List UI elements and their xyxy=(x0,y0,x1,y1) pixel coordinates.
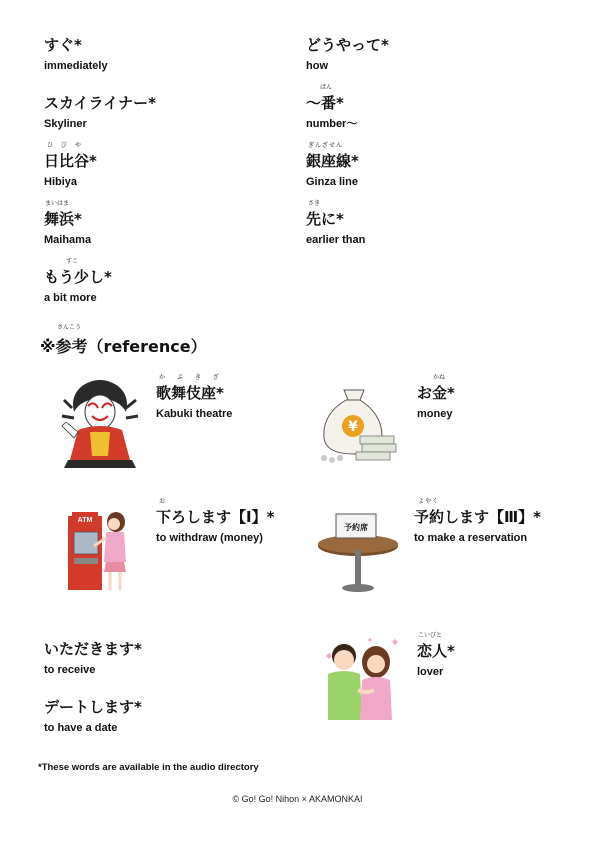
reference-item xyxy=(417,374,455,421)
reference-title: ※参考（reference） xyxy=(40,337,207,356)
vocab-reading: ぎんざせん xyxy=(308,142,344,149)
vocab-jp: もう少し* xyxy=(44,268,112,286)
vocab-item xyxy=(306,200,365,247)
vocab-en: Ginza line xyxy=(306,176,358,188)
vocab-item xyxy=(306,142,359,189)
vocab-en: number〜 xyxy=(306,118,358,130)
reference-reading: かね xyxy=(433,374,446,381)
vocab-item xyxy=(44,94,156,131)
reference-en: to receive xyxy=(44,664,96,676)
reference-en: Kabuki theatre xyxy=(156,408,233,420)
reference-en: to make a reservation xyxy=(414,532,528,544)
vocab-item xyxy=(44,200,91,247)
reserved-sign-icon xyxy=(314,510,402,594)
vocab-en: how xyxy=(306,60,328,72)
reference-jp: デートします* xyxy=(44,698,142,716)
vocab-item xyxy=(44,142,97,189)
vocab-reading: ひ び や xyxy=(47,142,84,149)
reference-jp: お金* xyxy=(417,384,455,402)
reference-item xyxy=(156,498,274,545)
vocab-reading: まいはま xyxy=(45,200,70,207)
vocab-reading: ばん xyxy=(320,84,333,91)
vocab-item xyxy=(44,258,112,305)
reference-jp: いただきます* xyxy=(44,640,142,658)
reference-jp: 恋人* xyxy=(417,642,455,660)
reference-en: to have a date xyxy=(44,722,118,734)
vocab-reading: さき xyxy=(308,200,321,207)
vocab-jp: スカイライナー* xyxy=(44,94,156,112)
vocab-en: Hibiya xyxy=(44,176,78,188)
vocab-en: Skyliner xyxy=(44,118,87,130)
reference-reading: か ぶ き ざ xyxy=(159,374,224,381)
reference-en: to withdraw (money) xyxy=(156,532,263,544)
vocab-reading: すこ xyxy=(66,258,79,265)
kabuki-actor-icon xyxy=(60,378,140,472)
vocab-jp: 〜番* xyxy=(306,94,344,112)
vocab-en: earlier than xyxy=(306,234,366,246)
vocab-jp: 日比谷* xyxy=(44,152,97,170)
reference-en: lover xyxy=(417,666,444,678)
svg-text:¥: ¥ xyxy=(348,419,358,435)
vocab-jp: 先に* xyxy=(306,210,344,228)
vocab-en: a bit more xyxy=(44,292,97,304)
vocab-item xyxy=(44,36,108,73)
vocab-item xyxy=(306,36,389,73)
couple-icon xyxy=(320,634,402,720)
reference-en: money xyxy=(417,408,453,420)
reference-item xyxy=(156,374,232,421)
reference-jp: 予約します【Ⅲ】* xyxy=(414,508,542,526)
copyright: © Go! Go! Nihon × AKAMONKAI xyxy=(232,794,363,804)
money-bag-icon xyxy=(316,384,400,466)
reference-reading: よやく xyxy=(418,498,440,505)
reference-item xyxy=(44,640,142,677)
reference-item xyxy=(414,498,541,545)
reference-jp: 歌舞伎座* xyxy=(156,384,224,402)
vocab-en: Maihama xyxy=(44,234,92,246)
atm-label: ATM xyxy=(77,517,93,524)
vocab-jp: 舞浜* xyxy=(44,210,82,228)
atm-icon xyxy=(66,508,134,594)
vocab-en: immediately xyxy=(44,60,108,72)
reference-reading: お xyxy=(159,498,166,505)
footnote: *These words are available in the audio directory xyxy=(38,762,259,773)
vocab-jp: 銀座線* xyxy=(306,152,359,170)
reference-jp: 下ろします【Ⅰ】* xyxy=(156,508,275,526)
reference-reading: こいびと xyxy=(418,632,443,639)
vocab-jp: すぐ* xyxy=(44,36,82,54)
vocab-item xyxy=(306,84,357,131)
vocab-jp: どうやって* xyxy=(306,36,389,54)
reference-item xyxy=(44,698,142,735)
reserved-sign-text: 予約席 xyxy=(344,523,368,532)
reference-heading xyxy=(40,324,207,357)
reference-item xyxy=(417,632,455,679)
reference-reading: さんこう xyxy=(57,324,82,331)
